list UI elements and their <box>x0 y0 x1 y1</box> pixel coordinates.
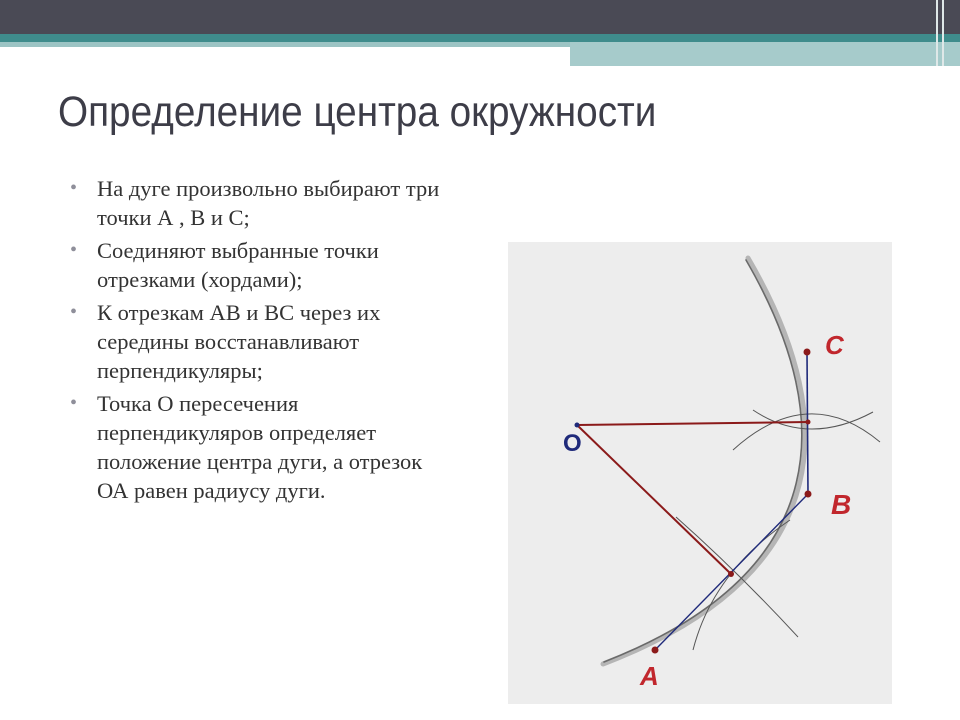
label-c: C <box>825 330 844 360</box>
top-bar <box>0 0 960 34</box>
bullet-dot-icon: • <box>70 392 78 414</box>
point-a <box>652 647 659 654</box>
main-arc <box>603 258 805 664</box>
bullet-list <box>70 174 450 509</box>
bullet-text: На дуге произвольно выбирают три точки А , В и С; <box>97 176 440 230</box>
bullet-item <box>70 174 450 232</box>
slide-title: Определение центра окружности <box>58 88 657 136</box>
label-a: A <box>640 661 659 691</box>
point-o <box>575 423 580 428</box>
point-c <box>804 349 811 356</box>
construction-drawing <box>508 242 892 704</box>
midpoint-ab <box>728 571 734 577</box>
construction-arc <box>753 410 873 429</box>
construction-figure <box>508 242 892 704</box>
perpendicular-ab <box>577 425 731 574</box>
label-b: B <box>831 489 852 520</box>
bullet-text: К отрезкам АВ и ВС через их середины восстанавливают перпендикуляры; <box>97 300 381 383</box>
bullet-item <box>70 298 450 385</box>
bullet-dot-icon: • <box>70 239 78 261</box>
bullet-text: Соединяют выбранные точки отрезками (хордами); <box>97 238 379 292</box>
bullet-dot-icon: • <box>70 301 78 323</box>
bullet-text: Точка О пересечения перпендикуляров определяет положение центра дуги, а отрезок ОА равен радиусу дуги. <box>97 391 423 503</box>
midpoint-bc <box>806 420 811 425</box>
corner-decoration <box>932 0 952 66</box>
bullet-dot-icon: • <box>70 177 78 199</box>
bullet-item <box>70 389 450 505</box>
accent-band-light-right <box>570 42 960 66</box>
accent-band <box>0 34 960 42</box>
point-b <box>805 491 812 498</box>
perpendicular-bc <box>577 422 808 425</box>
accent-band-light-left <box>0 42 570 47</box>
bullet-item <box>70 236 450 294</box>
label-o: O <box>563 430 582 457</box>
